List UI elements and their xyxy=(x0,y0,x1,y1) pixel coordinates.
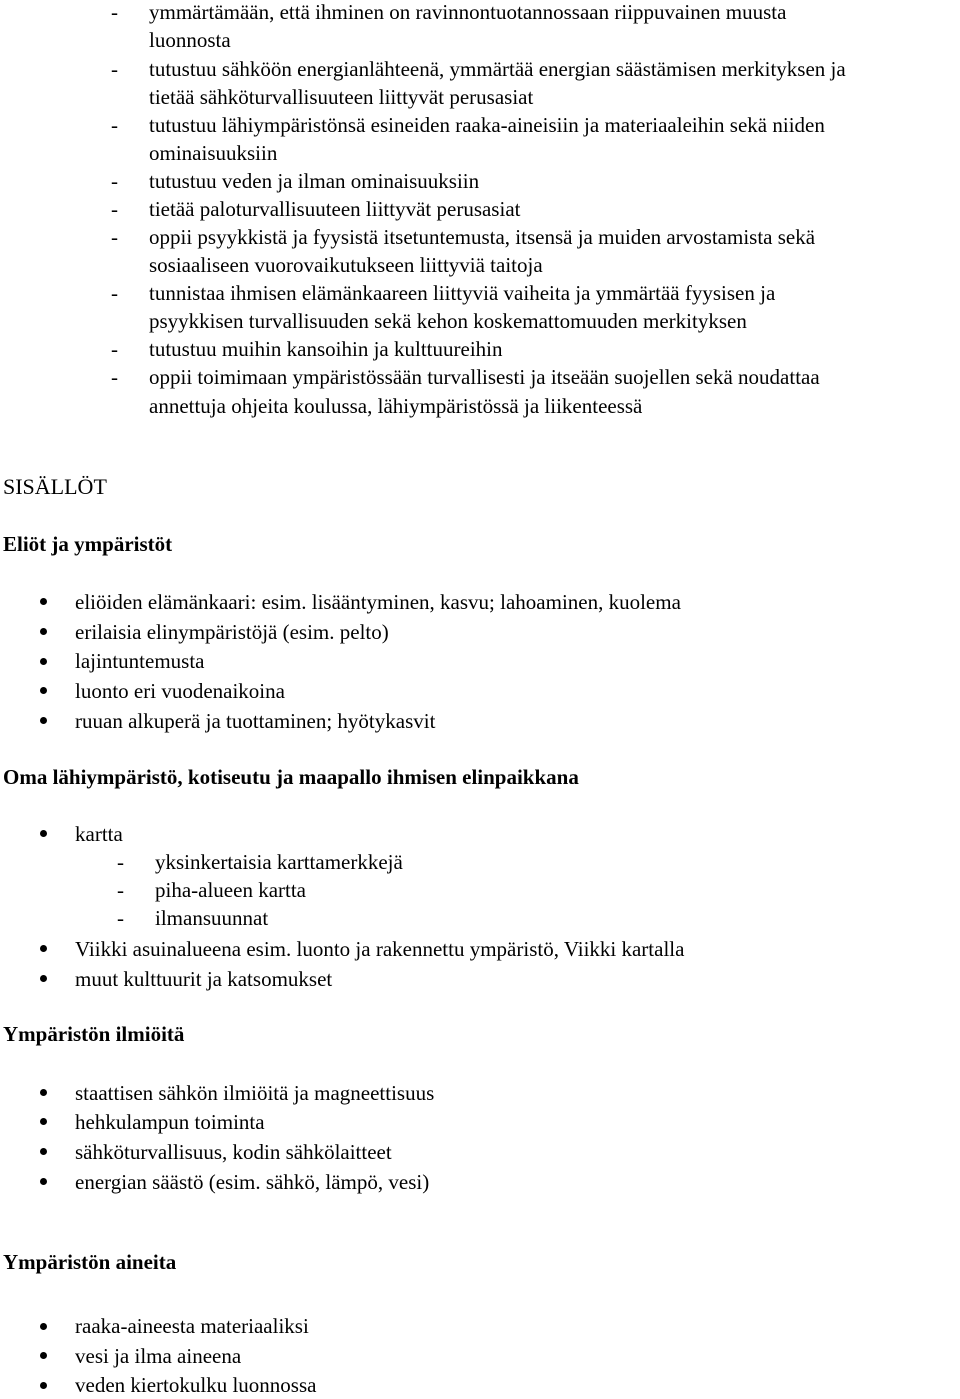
list-item: eliöiden elämänkaari: esim. lisääntyminen, kasvu; lahoaminen, kuolema xyxy=(75,590,681,614)
contents-title: SISÄLLÖT xyxy=(3,474,107,499)
list-item: veden kiertokulku luonnossa xyxy=(75,1373,317,1397)
objective-line: ymmärtämään, että ihminen on ravinnontuotannossaan riippuvainen muusta xyxy=(149,0,787,24)
objective-line: tutustuu veden ja ilman ominaisuuksiin xyxy=(149,169,480,193)
bullet-icon xyxy=(40,658,47,665)
dash-marker: - xyxy=(111,113,118,137)
list-item: ruuan alkuperä ja tuottaminen; hyötykasvit xyxy=(75,709,436,733)
dash-marker: - xyxy=(111,0,118,24)
list-item: kartta xyxy=(75,822,123,846)
objective-line: oppii toimimaan ympäristössään turvallisesti ja itseään suojellen sekä noudattaa xyxy=(149,365,820,389)
list-item: Viikki asuinalueena esim. luonto ja rakennettu ympäristö, Viikki kartalla xyxy=(75,937,685,961)
sub-list-item: piha-alueen kartta xyxy=(155,878,306,902)
objective-line: tutustuu muihin kansoihin ja kulttuureihin xyxy=(149,337,503,361)
dash-marker: - xyxy=(117,878,124,902)
objective-line: luonnosta xyxy=(149,28,231,52)
list-item: erilaisia elinympäristöjä (esim. pelto) xyxy=(75,620,389,644)
dash-marker: - xyxy=(117,906,124,930)
list-item: sähköturvallisuus, kodin sähkölaitteet xyxy=(75,1140,392,1164)
sub-list-item: ilmansuunnat xyxy=(155,906,269,930)
objective-line: tietää paloturvallisuuteen liittyvät perusasiat xyxy=(149,197,521,221)
bullet-icon xyxy=(40,830,47,837)
bullet-icon xyxy=(40,1089,47,1096)
bullet-icon xyxy=(40,598,47,605)
dash-marker: - xyxy=(117,850,124,874)
objective-line: tietää sähköturvallisuuteen liittyvät perusasiat xyxy=(149,85,534,109)
section-title: Oma lähiympäristö, kotiseutu ja maapallo ihmisen elinpaikkana xyxy=(3,765,579,789)
list-item: energian säästö (esim. sähkö, lämpö, vesi) xyxy=(75,1170,430,1194)
dash-marker: - xyxy=(111,225,118,249)
dash-marker: - xyxy=(111,57,118,81)
section-title: Eliöt ja ympäristöt xyxy=(3,532,173,556)
objective-line: ominaisuuksiin xyxy=(149,141,278,165)
list-item: lajintuntemusta xyxy=(75,649,205,673)
objective-line: sosiaaliseen vuorovaikutukseen liittyviä taitoja xyxy=(149,253,543,277)
bullet-icon xyxy=(40,628,47,635)
section-title: Ympäristön aineita xyxy=(3,1250,177,1274)
objective-line: tutustuu sähköön energianlähteenä, ymmärtää energian säästämisen merkityksen ja xyxy=(149,57,846,81)
objective-line: psyykkisen turvallisuuden sekä kehon koskemattomuuden merkityksen xyxy=(149,309,747,333)
dash-marker: - xyxy=(111,337,118,361)
bullet-icon xyxy=(40,1382,47,1389)
bullet-icon xyxy=(40,717,47,724)
objective-line: annettuja ohjeita koulussa, lähiympäristössä ja liikenteessä xyxy=(149,394,643,418)
list-item: muut kulttuurit ja katsomukset xyxy=(75,967,333,991)
list-item: vesi ja ilma aineena xyxy=(75,1344,242,1368)
dash-marker: - xyxy=(111,365,118,389)
bullet-icon xyxy=(40,1178,47,1185)
objective-line: oppii psyykkistä ja fyysistä itsetuntemusta, itsensä ja muiden arvostamista sekä xyxy=(149,225,816,249)
list-item: luonto eri vuodenaikoina xyxy=(75,679,285,703)
dash-marker: - xyxy=(111,281,118,305)
bullet-icon xyxy=(40,945,47,952)
bullet-icon xyxy=(40,1352,47,1359)
dash-marker: - xyxy=(111,197,118,221)
objective-line: tutustuu lähiympäristönsä esineiden raaka-aineisiin ja materiaaleihin sekä niiden xyxy=(149,113,825,137)
bullet-icon xyxy=(40,975,47,982)
bullet-icon xyxy=(40,1323,47,1330)
objective-line: tunnistaa ihmisen elämänkaareen liittyviä vaiheita ja ymmärtää fyysisen ja xyxy=(149,281,776,305)
dash-marker: - xyxy=(111,169,118,193)
bullet-icon xyxy=(40,1118,47,1125)
sub-list-item: yksinkertaisia karttamerkkejä xyxy=(155,850,403,874)
section-title: Ympäristön ilmiöitä xyxy=(3,1022,185,1046)
bullet-icon xyxy=(40,687,47,694)
list-item: staattisen sähkön ilmiöitä ja magneettisuus xyxy=(75,1081,435,1105)
bullet-icon xyxy=(40,1148,47,1155)
list-item: raaka-aineesta materiaaliksi xyxy=(75,1314,309,1338)
list-item: hehkulampun toiminta xyxy=(75,1110,265,1134)
